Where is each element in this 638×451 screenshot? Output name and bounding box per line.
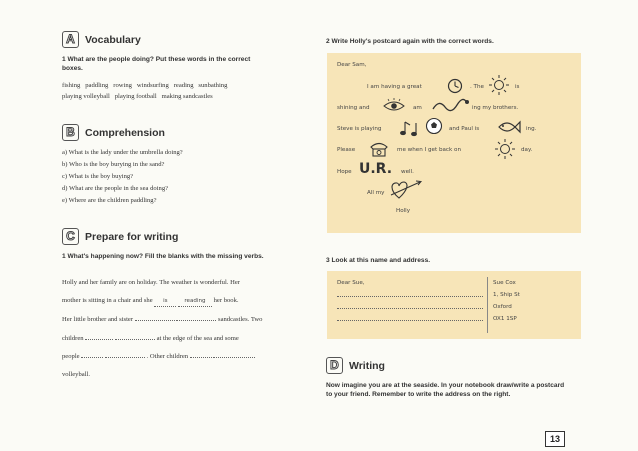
address-city: Oxford (493, 304, 512, 310)
vocab-words-line2: playing volleyball playing football making sandcastles (62, 93, 213, 100)
blank-field[interactable] (85, 339, 113, 340)
clock-icon (447, 78, 463, 94)
prep-text: . Other children (146, 353, 189, 360)
comprehension-question: e) Where are the children paddling? (62, 197, 157, 204)
section-b-heading (62, 124, 165, 141)
blank-field[interactable] (115, 339, 155, 340)
postcard-signature: Holly (396, 208, 411, 214)
prep-text: her book. (213, 297, 239, 304)
blank-field[interactable] (135, 320, 175, 321)
prep-paragraph-line2 (62, 296, 239, 307)
postcard-text: ing. (526, 126, 537, 132)
music-notes-icon (399, 119, 423, 137)
section-a-heading (62, 31, 141, 48)
address-blank-line[interactable] (337, 296, 483, 297)
postcard-text: shining and (337, 105, 370, 111)
prep-text: people (62, 353, 80, 360)
prep-paragraph-line6: volleyball. (62, 371, 91, 378)
prep-question: 1 What's happening now? Fill the blanks with the missing verbs. (62, 253, 264, 260)
postcard-text: well. (401, 169, 414, 175)
postcard (327, 53, 581, 233)
postcard-question: 2 Write Holly's postcard again with the correct words. (326, 38, 494, 45)
section-c-heading (62, 228, 178, 245)
section-title-writing: Writing (349, 359, 385, 372)
postcard-text: is (515, 84, 520, 90)
postcard-text: Steve is playing (337, 126, 382, 132)
blank-field[interactable] (190, 357, 212, 358)
comprehension-question: a) What is the lady under the umbrella doing? (62, 149, 183, 156)
address-card (327, 271, 581, 339)
postcard-text: All my (367, 190, 385, 196)
section-letter-d: D (326, 357, 343, 374)
postcard-text: I am having a great (367, 84, 422, 90)
blank-field[interactable] (105, 357, 145, 358)
vocab-question: 1 What are the people doing? Put these words in the correct boxes. (62, 56, 251, 72)
fish-icon (497, 119, 521, 135)
address-blank-line[interactable] (337, 308, 483, 309)
prep-paragraph-line1: Holly and her family are on holiday. The weather is wonderful. Her (62, 279, 240, 286)
heart-arrow-icon (389, 179, 423, 201)
comprehension-question: d) What are the people in the sea doing? (62, 185, 169, 192)
prep-text: Her little brother and sister (62, 316, 134, 323)
address-blank-line[interactable] (337, 320, 483, 321)
prep-paragraph-line3 (62, 315, 262, 324)
football-icon (425, 117, 443, 135)
postcard-greeting: Dear Sam, (337, 62, 367, 68)
address-postcode: OX1 1SP (493, 316, 517, 322)
postcard-text: ing my brothers. (472, 105, 519, 111)
postcard-text: and Paul is (449, 126, 480, 132)
postcard-text: day. (521, 147, 533, 153)
prep-paragraph-line5 (62, 352, 255, 361)
section-title-comprehension: Comprehension (85, 126, 165, 139)
address-divider (487, 277, 488, 333)
postcard-ur-text: U.R. (359, 161, 393, 177)
prep-text: at the edge of the sea and some (156, 335, 239, 342)
prep-paragraph-line4 (62, 334, 239, 343)
postcard-text: am (413, 105, 422, 111)
section-letter-a: A (62, 31, 79, 48)
section-title-vocabulary: Vocabulary (85, 33, 141, 46)
address-name: Sue Cox (493, 280, 516, 286)
section-letter-b: B (62, 124, 79, 141)
prep-text: children (62, 335, 84, 342)
prep-text: mother is sitting in a chair and she (62, 297, 153, 304)
section-d-heading (326, 357, 385, 374)
writing-instructions: Now imagine you are at the seaside. In your notebook draw/write a postcard to your friend. Remember to write the address on the right. (326, 382, 565, 398)
snake-icon (431, 97, 469, 113)
page-number: 13 (545, 431, 565, 447)
postcard-text: me when I get back on (397, 147, 461, 153)
address-question: 3 Look at this name and address. (326, 257, 431, 264)
telephone-icon (369, 139, 389, 157)
postcard-text: . The (470, 84, 484, 90)
address-street: 1, Ship St (493, 292, 520, 298)
blank-filled-is[interactable]: is (154, 297, 176, 307)
postcard-text: Hope (337, 169, 352, 175)
sun-icon (489, 75, 509, 95)
vocab-words-line1: fishing paddling rowing windsurfing reading sunbathing (62, 82, 228, 89)
prep-text: sandcastles. Two (218, 316, 263, 323)
section-title-prepare: Prepare for writing (85, 230, 179, 243)
comprehension-question: c) What is the boy buying? (62, 173, 134, 180)
blank-field[interactable] (81, 357, 103, 358)
eye-icon (383, 99, 405, 113)
blank-filled-reading[interactable]: reading (178, 297, 212, 307)
address-greeting: Dear Sue, (337, 280, 365, 286)
postcard-text: Please (337, 147, 356, 153)
sun-icon (495, 139, 515, 159)
section-letter-c: C (62, 228, 79, 245)
blank-field[interactable] (213, 357, 255, 358)
comprehension-question: b) Who is the boy burying in the sand? (62, 161, 165, 168)
blank-field[interactable] (176, 320, 216, 321)
